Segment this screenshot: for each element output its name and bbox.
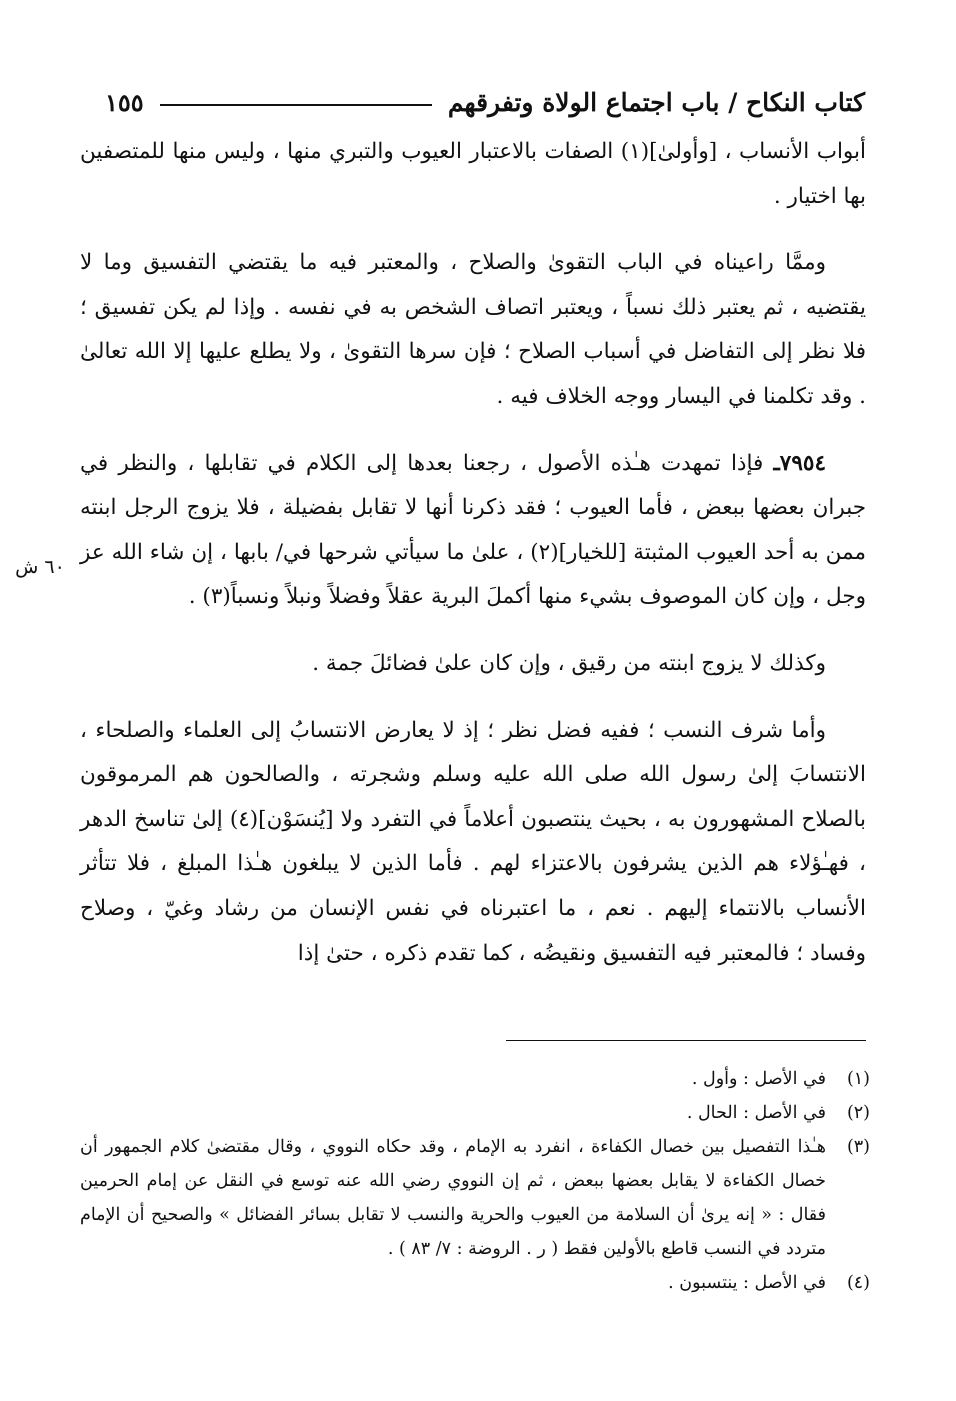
footnote-number: (٣) (846, 1137, 870, 1157)
paragraph-gap (80, 620, 866, 642)
footnote-2 (80, 1096, 870, 1130)
issue-number: ٧٩٥٤ـ (773, 450, 826, 476)
paragraph-gap (80, 687, 866, 709)
paragraph-5: وأما شرف النسب ؛ ففيه فضل نظر ؛ إذ لا يعارض الانتسابُ إلى العلماء والصلحاء ، الانتسابَ إلىٰ رسول الله صلى الله عليه وسلم وشجرته ، والصالحون هم المرموقون بالصلاح المشهورون به ، بحيث ينتصبون أعلاماً في التفرد ولا [يُنسَوْن](٤) إلىٰ تناسخ الدهر ، فهـٰؤلاء هم الذين يشرفون بالاعتزاء لهم . فأما الذين لا يبلغون هـٰذا المبلغ ، فلا تتأثر الأنساب بالانتماء إليهم . نعم ، ما اعتبرناه في نفس الإنسان من رشاد وغيّ ، وصلاح وفساد ؛ فالمعتبر فيه التفسيق ونقيضُه ، كما تقدم ذكره ، حتىٰ إذا (80, 717, 866, 966)
footnote-text: في الأصل : ينتسبون . (668, 1273, 826, 1293)
paragraph-2: وممَّا راعيناه في الباب التقوىٰ والصلاح ، والمعتبر فيه ما يقتضي التفسيق وما لا يقتضيه ، ثم يعتبر ذلك نسباً ، ويعتبر اتصاف الشخص به في نفسه . وإذا لم يكن تفسيق ؛ فلا نظر إلى التفاضل في أسباب الصلاح ؛ فإن سرها التقوىٰ ، ولا يطلع عليها إلا الله تعالىٰ . وقد تكلمنا في اليسار ووجه الخلاف فيه . (80, 250, 866, 409)
footnote-number: (٢) (846, 1103, 870, 1123)
paragraph-3 (80, 442, 866, 620)
header-rule (160, 104, 432, 106)
footnote-text: هـٰذا التفصيل بين خصال الكفاءة ، انفرد به الإمام ، وقد حكاه النووي ، وقال مقتضىٰ كلام الجمهور أن خصال الكفاءة لا يقابل بعضها ببعض ، ثم إن النووي رضي الله عنه توسع في النقل عن إمام الحرمين فقال : « إنه يرىٰ أن السلامة من العيوب والحرية والنسب لا تقابل بسائر الفضائل » والصحيح أن الإمام متردد في النسب قاطع بالأولين فقط ( ر . الروضة : ٧/ ٨٣ ) . (80, 1137, 826, 1259)
footnote-text: في الأصل : وأول . (691, 1069, 826, 1089)
footnote-number: (١) (846, 1069, 870, 1089)
chapter-title: كتاب النكاح / باب اجتماع الولاة وتفرقهم (447, 87, 865, 117)
margin-manuscript-ref: ٦٠ ش (15, 556, 65, 578)
footnote-number: (٤) (846, 1273, 870, 1293)
paragraph-3-text: فإذا تمهدت هـٰذه الأصول ، رجعنا بعدها إلى الكلام في تقابلها ، والنظر في جبران بعضها ببعض ، فأما العيوب ؛ فقد ذكرنا أنها لا تقابل بفضيلة ، فلا يزوج الرجل ابنته ممن به أحد العيوب المثبتة [للخيار](٢) ، علىٰ ما سيأتي شرحها في/ بابها ، إن شاء الله عز وجل ، وإن كان الموصوف بشيء منها أكملَ البرية عقلاً وفضلاً ونبلاً ونسباً(٣) . (80, 450, 866, 610)
footnotes (80, 1062, 870, 1300)
footnote-3 (80, 1130, 870, 1266)
paragraph-4: وكذلك لا يزوج ابنته من رقيق ، وإن كان علىٰ فضائلَ جمة . (312, 650, 826, 676)
page-number: ١٥٥ (105, 87, 144, 117)
footnote-separator (506, 1040, 866, 1041)
paragraph-gap (80, 219, 866, 241)
footnote-4 (80, 1266, 870, 1300)
footnote-text: في الأصل : الحال . (686, 1103, 826, 1123)
footnote-1 (80, 1062, 870, 1096)
paragraph-gap (80, 420, 866, 442)
main-text (80, 130, 866, 976)
paragraph-1: أبواب الأنساب ، [وأولىٰ](١) الصفات بالاعتبار العيوب والتبري منها ، وليس منها للمتصفين بها اختيار . (80, 139, 866, 209)
running-header (105, 80, 865, 124)
